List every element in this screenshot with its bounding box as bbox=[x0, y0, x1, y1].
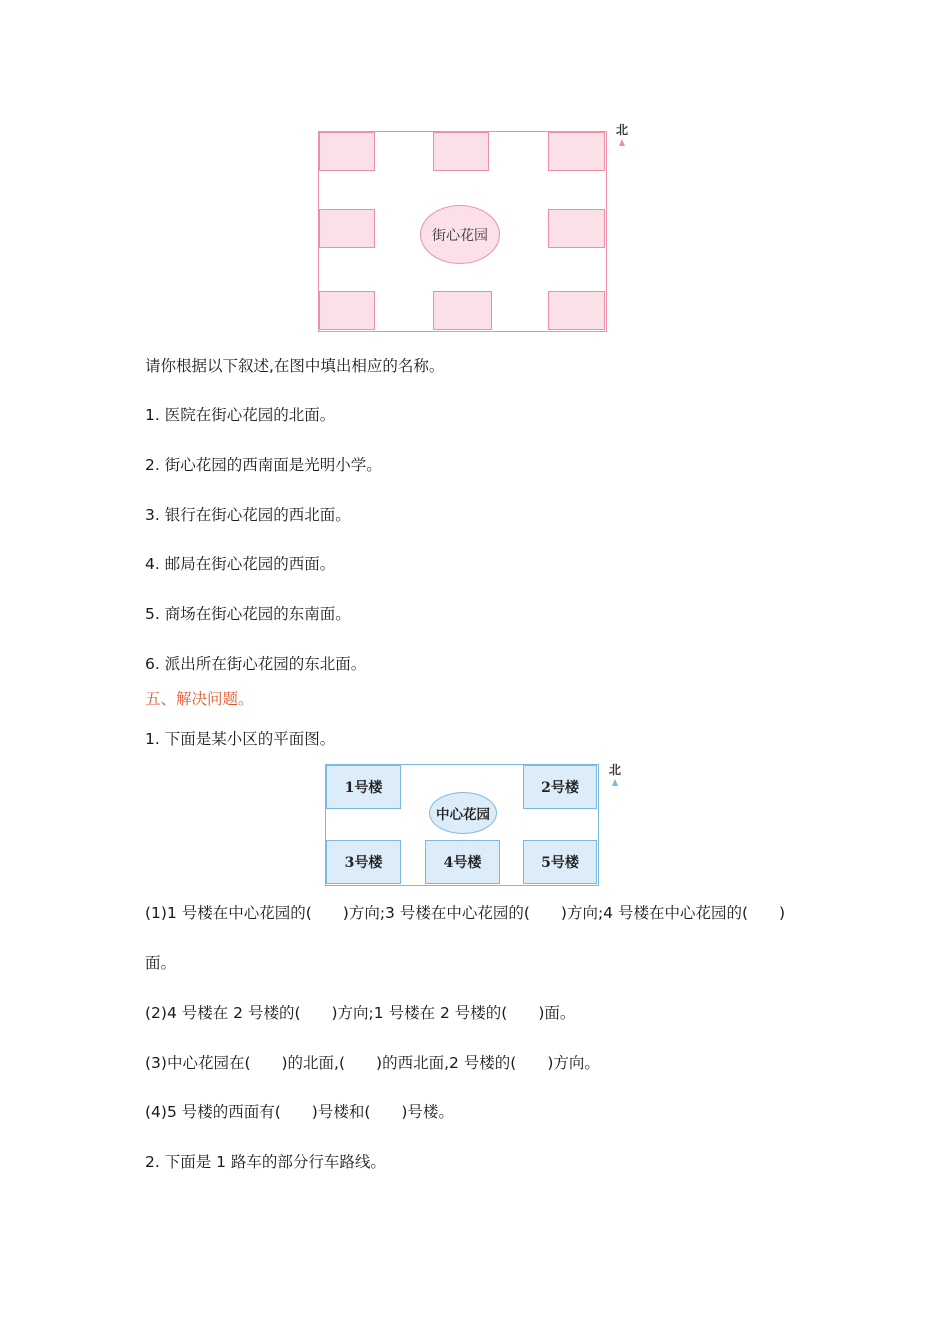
map-plot-east[interactable] bbox=[548, 209, 605, 248]
map-plot-west[interactable] bbox=[319, 209, 375, 248]
statement-6: 6. 派出所在街心花园的东北面。 bbox=[145, 655, 367, 673]
north-label-2: 北 bbox=[609, 763, 622, 777]
statement-2: 2. 街心花园的西南面是光明小学。 bbox=[145, 456, 382, 474]
building-4-label: 4号楼 bbox=[443, 855, 482, 871]
statement-4: 4. 邮局在街心花园的西面。 bbox=[145, 555, 336, 573]
building-1-label: 1号楼 bbox=[344, 780, 383, 796]
statement-1: 1. 医院在街心花园的北面。 bbox=[145, 406, 336, 424]
central-garden-oval bbox=[429, 792, 497, 834]
map-plot-southwest[interactable] bbox=[319, 291, 375, 330]
central-garden-label: 中心花园 bbox=[436, 807, 490, 823]
map-plot-northwest[interactable] bbox=[319, 132, 375, 171]
north-arrow-icon bbox=[619, 139, 625, 146]
problem1-title: 1. 下面是某小区的平面图。 bbox=[145, 730, 336, 748]
street-garden-label: 街心花园 bbox=[432, 227, 488, 244]
map-plot-south[interactable] bbox=[433, 291, 492, 330]
building-5-label: 5号楼 bbox=[541, 855, 579, 871]
building-3-label: 3号楼 bbox=[344, 855, 383, 871]
instruction-text: 请你根据以下叙述,在图中填出相应的名称。 bbox=[145, 357, 445, 375]
map-plot-northeast[interactable] bbox=[548, 132, 605, 171]
question-1: (1)1 号楼在中心花园的( )方向;3 号楼在中心花园的( )方向;4 号楼在中心花园的( ) bbox=[145, 904, 786, 922]
community-plan-map bbox=[325, 764, 599, 886]
section-title: 五、解决问题。 bbox=[145, 690, 254, 708]
street-garden-oval bbox=[420, 205, 500, 264]
building-2 bbox=[523, 765, 597, 809]
problem2-title: 2. 下面是 1 路车的部分行车路线。 bbox=[145, 1153, 386, 1171]
north-label: 北 bbox=[616, 123, 629, 137]
statement-5: 5. 商场在街心花园的东南面。 bbox=[145, 605, 351, 623]
statement-3: 3. 银行在街心花园的西北面。 bbox=[145, 506, 351, 524]
map-plot-north[interactable] bbox=[433, 132, 489, 171]
north-arrow-2-icon bbox=[612, 779, 618, 786]
building-2-label: 2号楼 bbox=[541, 780, 579, 796]
map-plot-southeast[interactable] bbox=[548, 291, 605, 330]
question-1-continued: 面。 bbox=[145, 954, 177, 972]
building-4 bbox=[425, 840, 500, 884]
question-4: (4)5 号楼的西面有( )号楼和( )号楼。 bbox=[145, 1103, 454, 1121]
building-3 bbox=[326, 840, 401, 884]
question-2: (2)4 号楼在 2 号楼的( )方向;1 号楼在 2 号楼的( )面。 bbox=[145, 1004, 576, 1022]
street-garden-map bbox=[318, 131, 607, 332]
building-5 bbox=[523, 840, 597, 884]
building-1 bbox=[326, 765, 401, 809]
question-3: (3)中心花园在( )的北面,( )的西北面,2 号楼的( )方向。 bbox=[145, 1054, 600, 1072]
